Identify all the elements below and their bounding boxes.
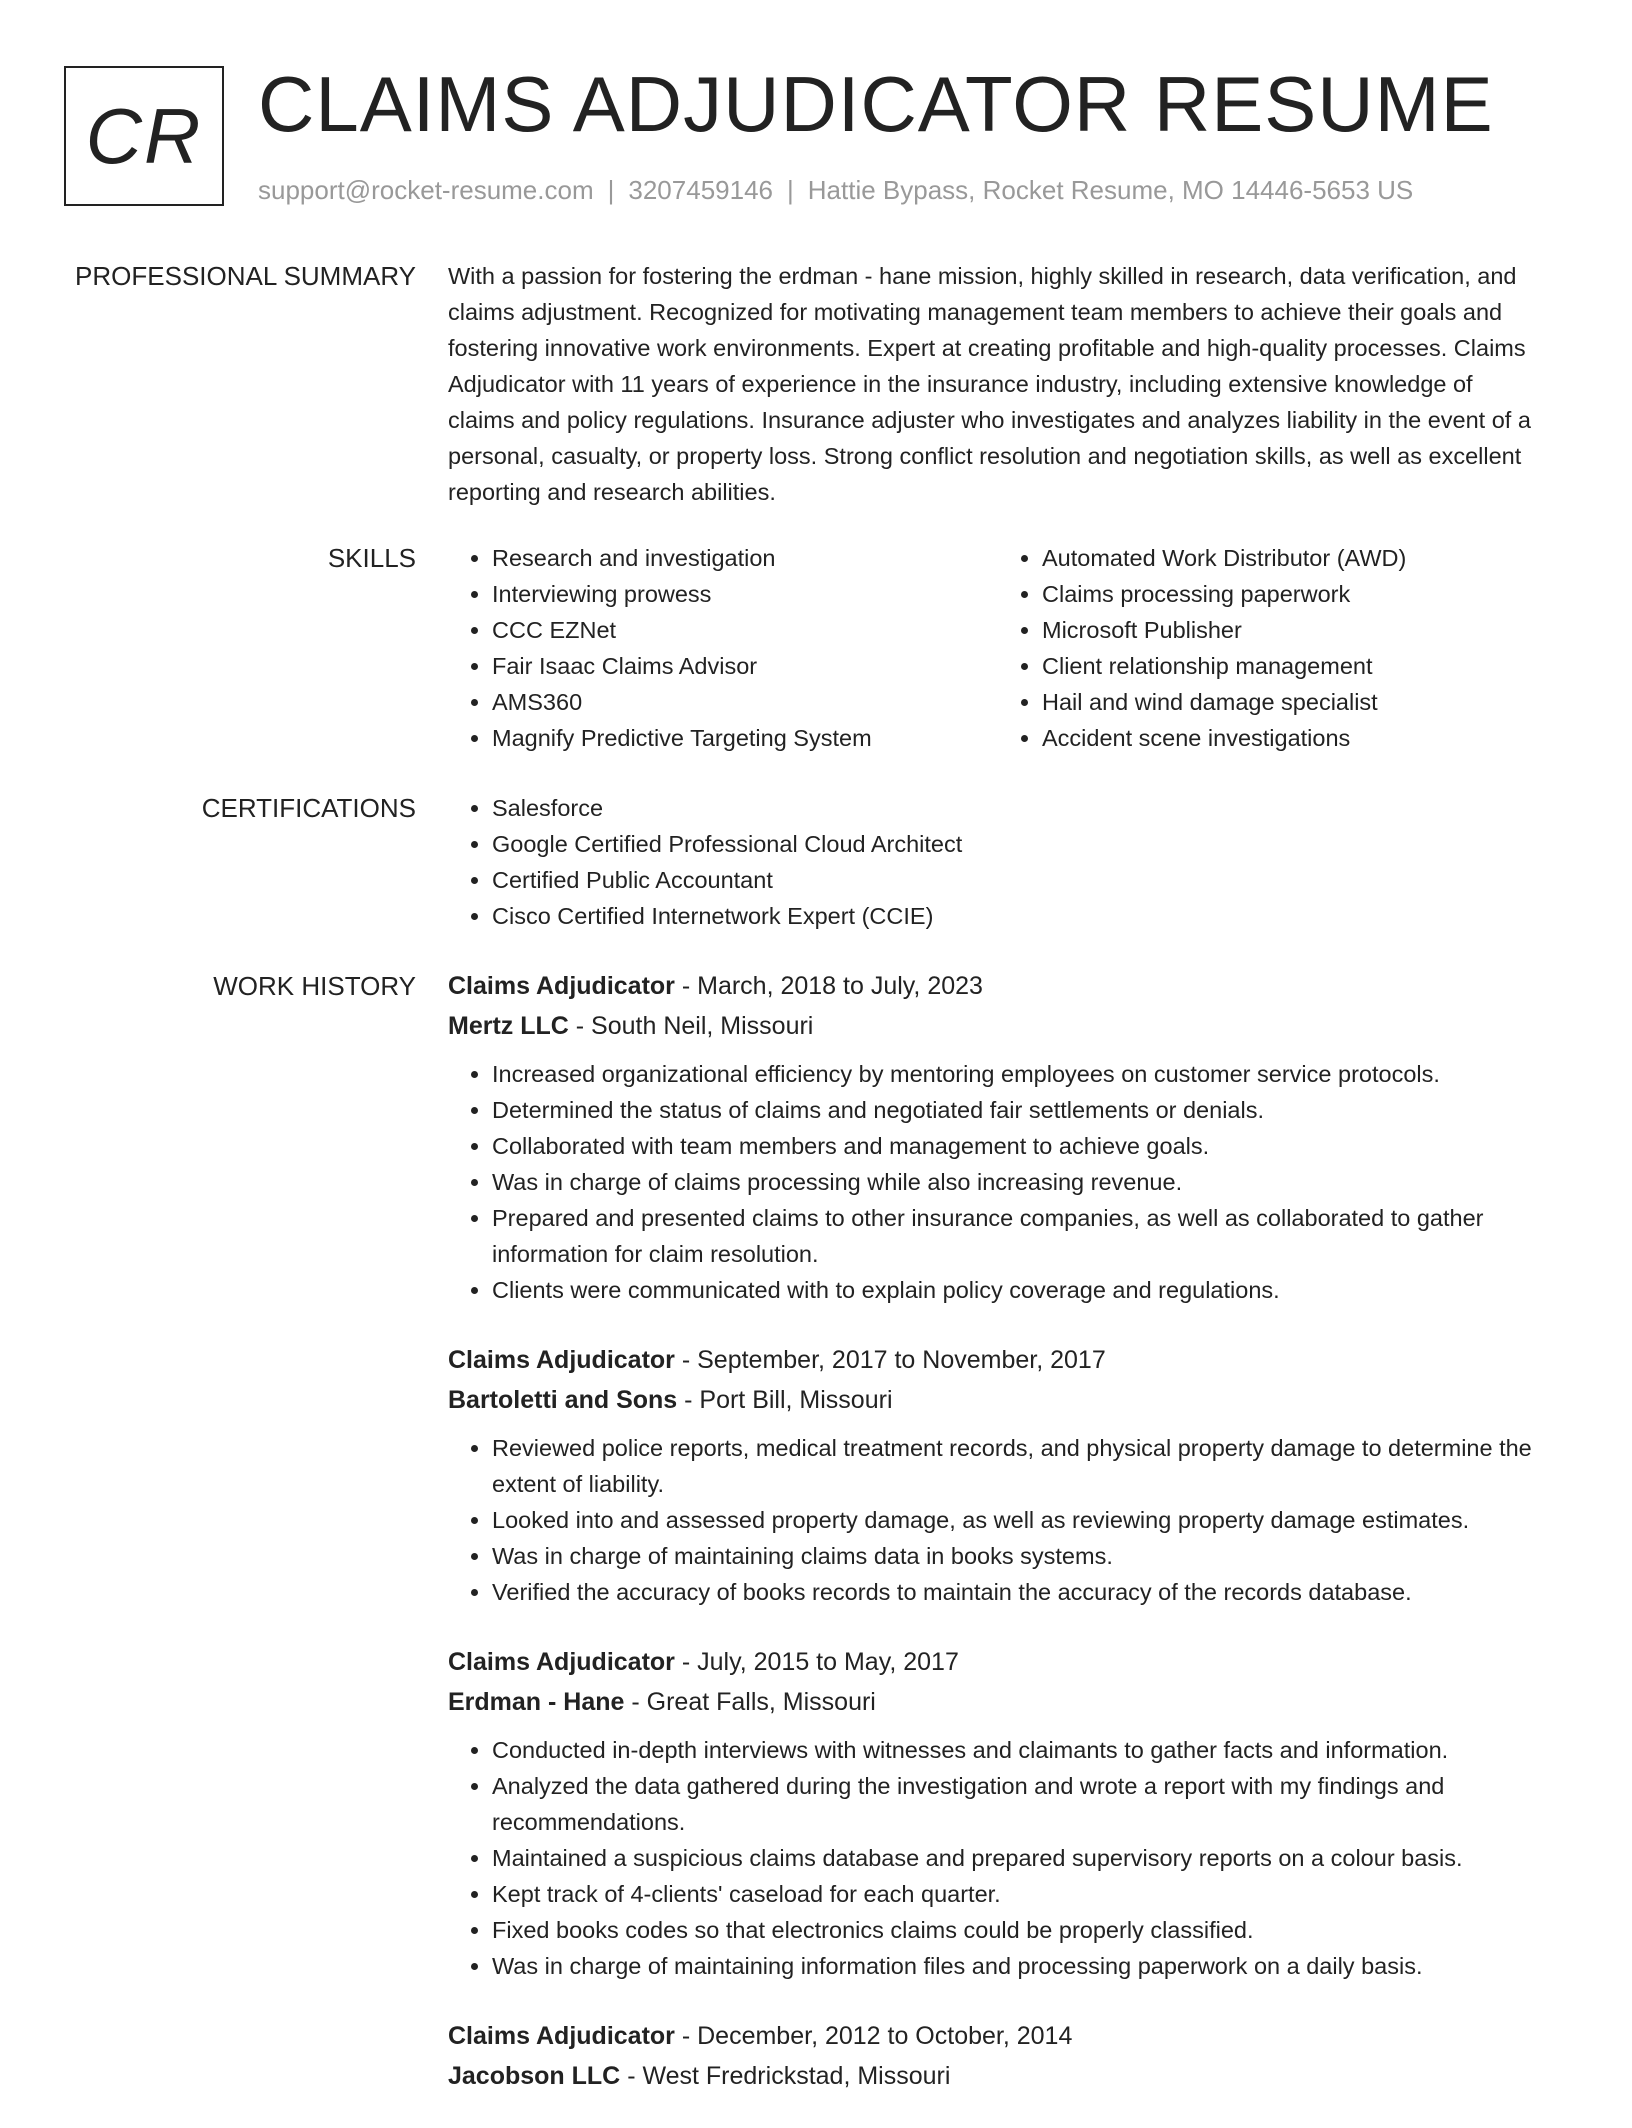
certifications-list [448, 790, 1548, 934]
contact-separator: | [607, 175, 615, 205]
section-label-skills: SKILLS [327, 543, 416, 573]
job-bullet: • Looked into and assessed property damage, as well as reviewing property damage estimates. [492, 1502, 1548, 1538]
job-title-line [448, 1340, 1548, 1380]
job-location: - Port Bill, Missouri [677, 1386, 893, 1414]
skill-item: • Client relationship management [1042, 648, 1548, 684]
job-company: Jacobson LLC [448, 2062, 621, 2090]
job-company: Mertz LLC [448, 1012, 569, 1040]
job-bullet: • Fixed books codes so that electronics claims could be properly classified. [492, 1912, 1548, 1948]
skill-item: • Fair Isaac Claims Advisor [492, 648, 998, 684]
job-company-line [448, 1006, 1548, 1046]
job-bullet: • Was in charge of claims processing while also increasing revenue. [492, 1164, 1548, 1200]
skill-item: • Research and investigation [492, 540, 998, 576]
job-bullets [448, 1430, 1548, 1610]
job-bullets [448, 1732, 1548, 1984]
skill-item: • Magnify Predictive Targeting System [492, 720, 998, 756]
job-dates: - September, 2017 to November, 2017 [674, 1346, 1106, 1374]
skill-item: • Microsoft Publisher [1042, 612, 1548, 648]
job-bullet: • Maintained a suspicious claims database and prepared supervisory reports on a colour basis. [492, 1840, 1548, 1876]
skill-item: • AMS360 [492, 684, 998, 720]
job-entry [448, 966, 1548, 1308]
job-title: Claims Adjudicator [448, 1648, 675, 1676]
job-bullet: • Was in charge of maintaining claims data in books systems. [492, 1538, 1548, 1574]
job-entry [448, 1340, 1548, 1610]
job-bullet: • Increased organizational efficiency by mentoring employees on customer service protocols. [492, 1056, 1548, 1092]
skills-columns [448, 540, 1548, 756]
job-bullet: • Kept track of 4-clients' caseload for each quarter. [492, 1876, 1548, 1912]
job-dates: - December, 2012 to October, 2014 [674, 2022, 1073, 2050]
contact-separator: | [787, 175, 794, 205]
job-title: Claims Adjudicator [448, 2022, 675, 2050]
job-bullet: • Analyzed the data gathered during the investigation and wrote a report with my findings and recommendations. [492, 1768, 1548, 1840]
certification-item: • Google Certified Professional Cloud Architect [492, 826, 1548, 862]
job-location: - Great Falls, Missouri [624, 1688, 876, 1716]
work-history-body [448, 966, 1548, 2128]
job-bullet: • Was in charge of maintaining information files and processing paperwork on a daily basis. [492, 1948, 1548, 1984]
skills-list-right [998, 540, 1548, 756]
job-bullet: • Clients were communicated with to explain policy coverage and regulations. [492, 1272, 1548, 1308]
job-dates: - March, 2018 to July, 2023 [674, 972, 983, 1000]
job-bullet: • Verified the accuracy of books records to maintain the accuracy of the records database. [492, 1574, 1548, 1610]
certifications-body [448, 790, 1548, 934]
summary-text: With a passion for fostering the erdman - hane mission, highly skilled in research, data verification, and claims adjustment. Recognized for motivating management team members to achieve their goals and fostering innovative work environments. Expert at creating profitable and high-quality processes. Claims Adjudicator with 11 years of experience in the insurance industry, including extensive knowledge of claims and policy regulations. Insurance adjuster who investigates and analyzes liability in the event of a personal, casualty, or property loss. Strong conflict resolution and negotiation skills, as well as excellent reporting and research abilities. [448, 263, 1531, 505]
resume-title: CLAIMS ADJUDICATOR RESUME [258, 60, 1494, 148]
section-label-certifications: CERTIFICATIONS [201, 793, 416, 823]
job-bullet: • Collaborated with team members and management to achieve goals. [492, 1128, 1548, 1164]
skill-item: • Hail and wind damage specialist [1042, 684, 1548, 720]
monogram-logo: CR [64, 66, 224, 206]
skill-item: • Claims processing paperwork [1042, 576, 1548, 612]
certification-item: • Cisco Certified Internetwork Expert (CCIE) [492, 898, 1548, 934]
job-bullet: • Conducted in-depth interviews with witnesses and claimants to gather facts and information. [492, 1732, 1548, 1768]
job-company-line [448, 2056, 1548, 2096]
job-location: - West Fredrickstad, Missouri [620, 2062, 951, 2090]
job-location: - South Neil, Missouri [568, 1012, 814, 1040]
contact-phone: 3207459146 [628, 175, 773, 205]
job-company: Bartoletti and Sons [448, 1386, 678, 1414]
skill-item: • CCC EZNet [492, 612, 998, 648]
job-entry [448, 1642, 1548, 1984]
skill-item: • Automated Work Distributor (AWD) [1042, 540, 1548, 576]
job-bullet: • Prepared and presented claims to other insurance companies, as well as collaborated to gather information for claim resolution. [492, 1200, 1548, 1272]
job-bullet: • Reviewed police reports, medical treatment records, and physical property damage to determine the extent of liability. [492, 1430, 1548, 1502]
certification-item: • Salesforce [492, 790, 1548, 826]
job-company-line [448, 1682, 1548, 1722]
skill-item: • Interviewing prowess [492, 576, 998, 612]
job-title-line [448, 966, 1548, 1006]
section-label-work-history: WORK HISTORY [213, 971, 416, 1001]
job-company: Erdman - Hane [448, 1688, 625, 1716]
job-company-line [448, 1380, 1548, 1420]
job-bullets [448, 1056, 1548, 1308]
job-title-line [448, 2016, 1548, 2056]
job-bullet: • Determined the status of claims and negotiated fair settlements or denials. [492, 1092, 1548, 1128]
job-entry [448, 2016, 1548, 2096]
job-title: Claims Adjudicator [448, 1346, 675, 1374]
job-title: Claims Adjudicator [448, 972, 675, 1000]
contact-line [258, 172, 1413, 208]
section-label-summary: PROFESSIONAL SUMMARY [75, 261, 416, 291]
contact-address: Hattie Bypass, Rocket Resume, MO 14446-5653 US [807, 175, 1414, 205]
job-dates: - July, 2015 to May, 2017 [674, 1648, 959, 1676]
contact-email: support@rocket-resume.com [258, 175, 594, 205]
certification-item: • Certified Public Accountant [492, 862, 1548, 898]
skills-list-left [448, 540, 998, 756]
skill-item: • Accident scene investigations [1042, 720, 1548, 756]
job-title-line [448, 1642, 1548, 1682]
